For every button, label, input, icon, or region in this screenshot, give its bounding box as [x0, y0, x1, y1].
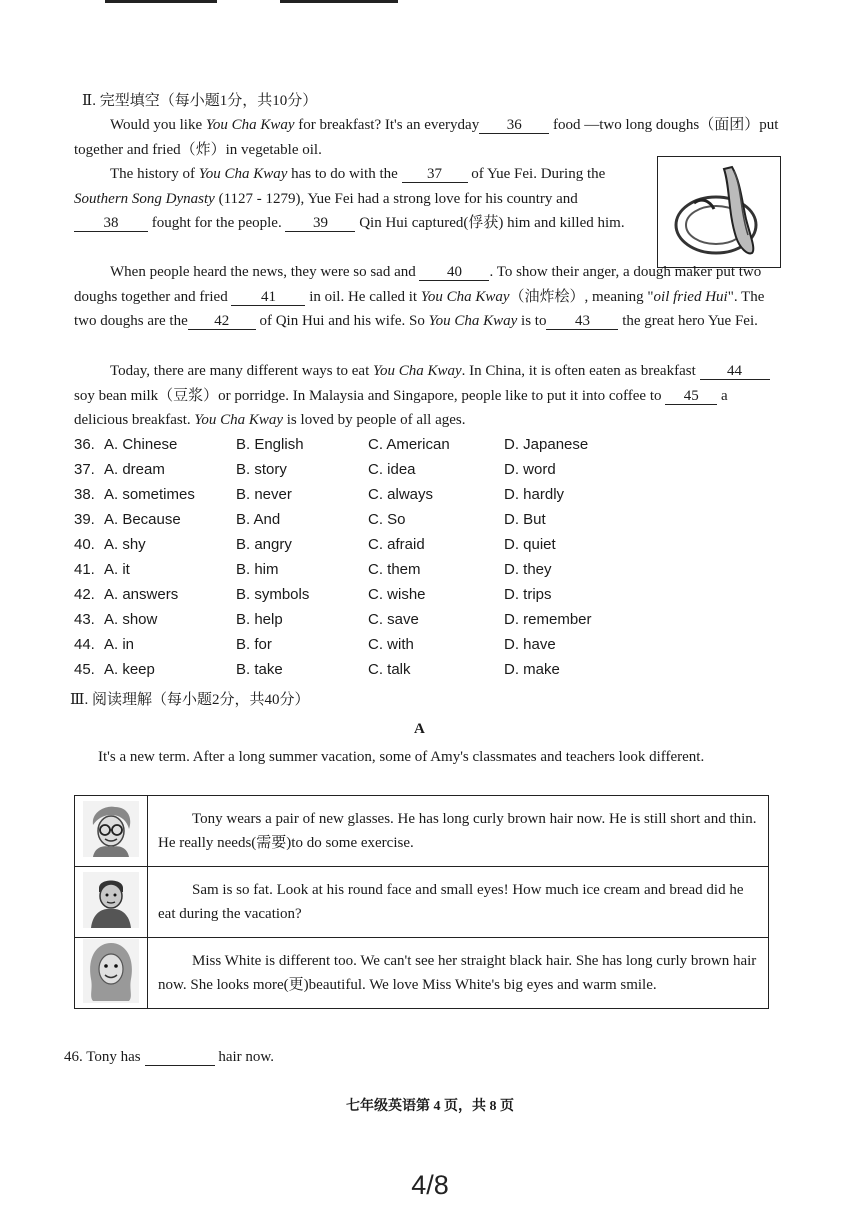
scan-mark — [280, 0, 398, 3]
scan-mark — [105, 0, 217, 3]
you-cha-kway-illustration — [657, 156, 781, 268]
page-indicator: 4/8 — [411, 1170, 449, 1200]
blank-37: 37 — [402, 166, 468, 183]
tony-description: Tony wears a pair of new glasses. He has long curly brown hair now. He is still short and thin. He really needs(需要)to do some exercise. — [158, 811, 757, 851]
table-row — [75, 867, 769, 938]
people-table — [74, 795, 769, 1009]
paragraph-1: Would you like You Cha Kway for breakfast? It's an everyday 36 food —two long doughs（面团）put together and fried（炸）in vegetable oil. — [74, 117, 779, 158]
paragraph-3: When people heard the news, they were so sad and 40 . To show their anger, a dough maker put two doughs together and fried 41 in oil. He called it You Cha Kway（油炸桧）, meaning "oil fried Hui". The two doughs are the 42 of Qin Hui and his wife. So You Cha Kway is to 43 the great hero Yue Fei. — [74, 264, 765, 329]
passage-intro: It's a new term. After a long summer vacation, some of Amy's classmates and teachers look different. — [98, 749, 705, 765]
blank-38: 38 — [74, 215, 148, 232]
blank-36: 36 — [479, 117, 549, 134]
page-footer: 七年级英语第 4 页，共 8 页 — [346, 1099, 514, 1114]
blank-41: 41 — [231, 289, 305, 306]
sam-description: Sam is so fat. Look at his round face and small eyes! How much ice cream and bread did he eat during the vacation? — [158, 882, 744, 922]
table-row — [75, 938, 769, 1009]
miss-white-description: Miss White is different too. We can't see her straight black hair. She has long curly brown hair now. She looks more(更)beautiful. We love Miss White's big eyes and warm smile. — [158, 953, 757, 993]
blank-40: 40 — [419, 264, 489, 281]
blank-45: 45 — [665, 388, 717, 405]
passage-label: A — [414, 721, 425, 737]
answer-blank-46[interactable] — [145, 1049, 215, 1066]
section-3-heading: Ⅲ. 阅读理解（每小题2分，共40分） — [70, 692, 310, 708]
blank-39: 39 — [285, 215, 355, 232]
question-46: 46. Tony has hair now. — [64, 1049, 275, 1065]
fried-dough-icon — [658, 157, 780, 267]
section-2-heading: Ⅱ. 完型填空（每小题1分，共10分） — [82, 93, 318, 109]
blank-42: 42 — [188, 313, 256, 330]
blank-44: 44 — [700, 363, 770, 380]
boy-photo-icon — [83, 872, 139, 928]
table-row — [75, 796, 769, 867]
woman-photo-icon — [83, 939, 139, 1003]
blank-43: 43 — [546, 313, 618, 330]
paragraph-2: The history of You Cha Kway has to do with the 37 of Yue Fei. During the Southern Song Dynasty (1127 - 1279), Yue Fei had a strong love for his country and38 fought for the people. 39 Qin Hui captured(俘获) him and killed him. — [74, 166, 625, 231]
boy-with-glasses-photo-icon — [83, 801, 139, 857]
paragraph-4: Today, there are many different ways to eat You Cha Kway. In China, it is often eaten as breakfast 44 soy bean milk（豆浆）or porridge. In Malaysia and Singapore, people like to put it into coffee to 45 a delicious breakfast. You Cha Kway is loved by people of all ages. — [74, 359, 779, 433]
